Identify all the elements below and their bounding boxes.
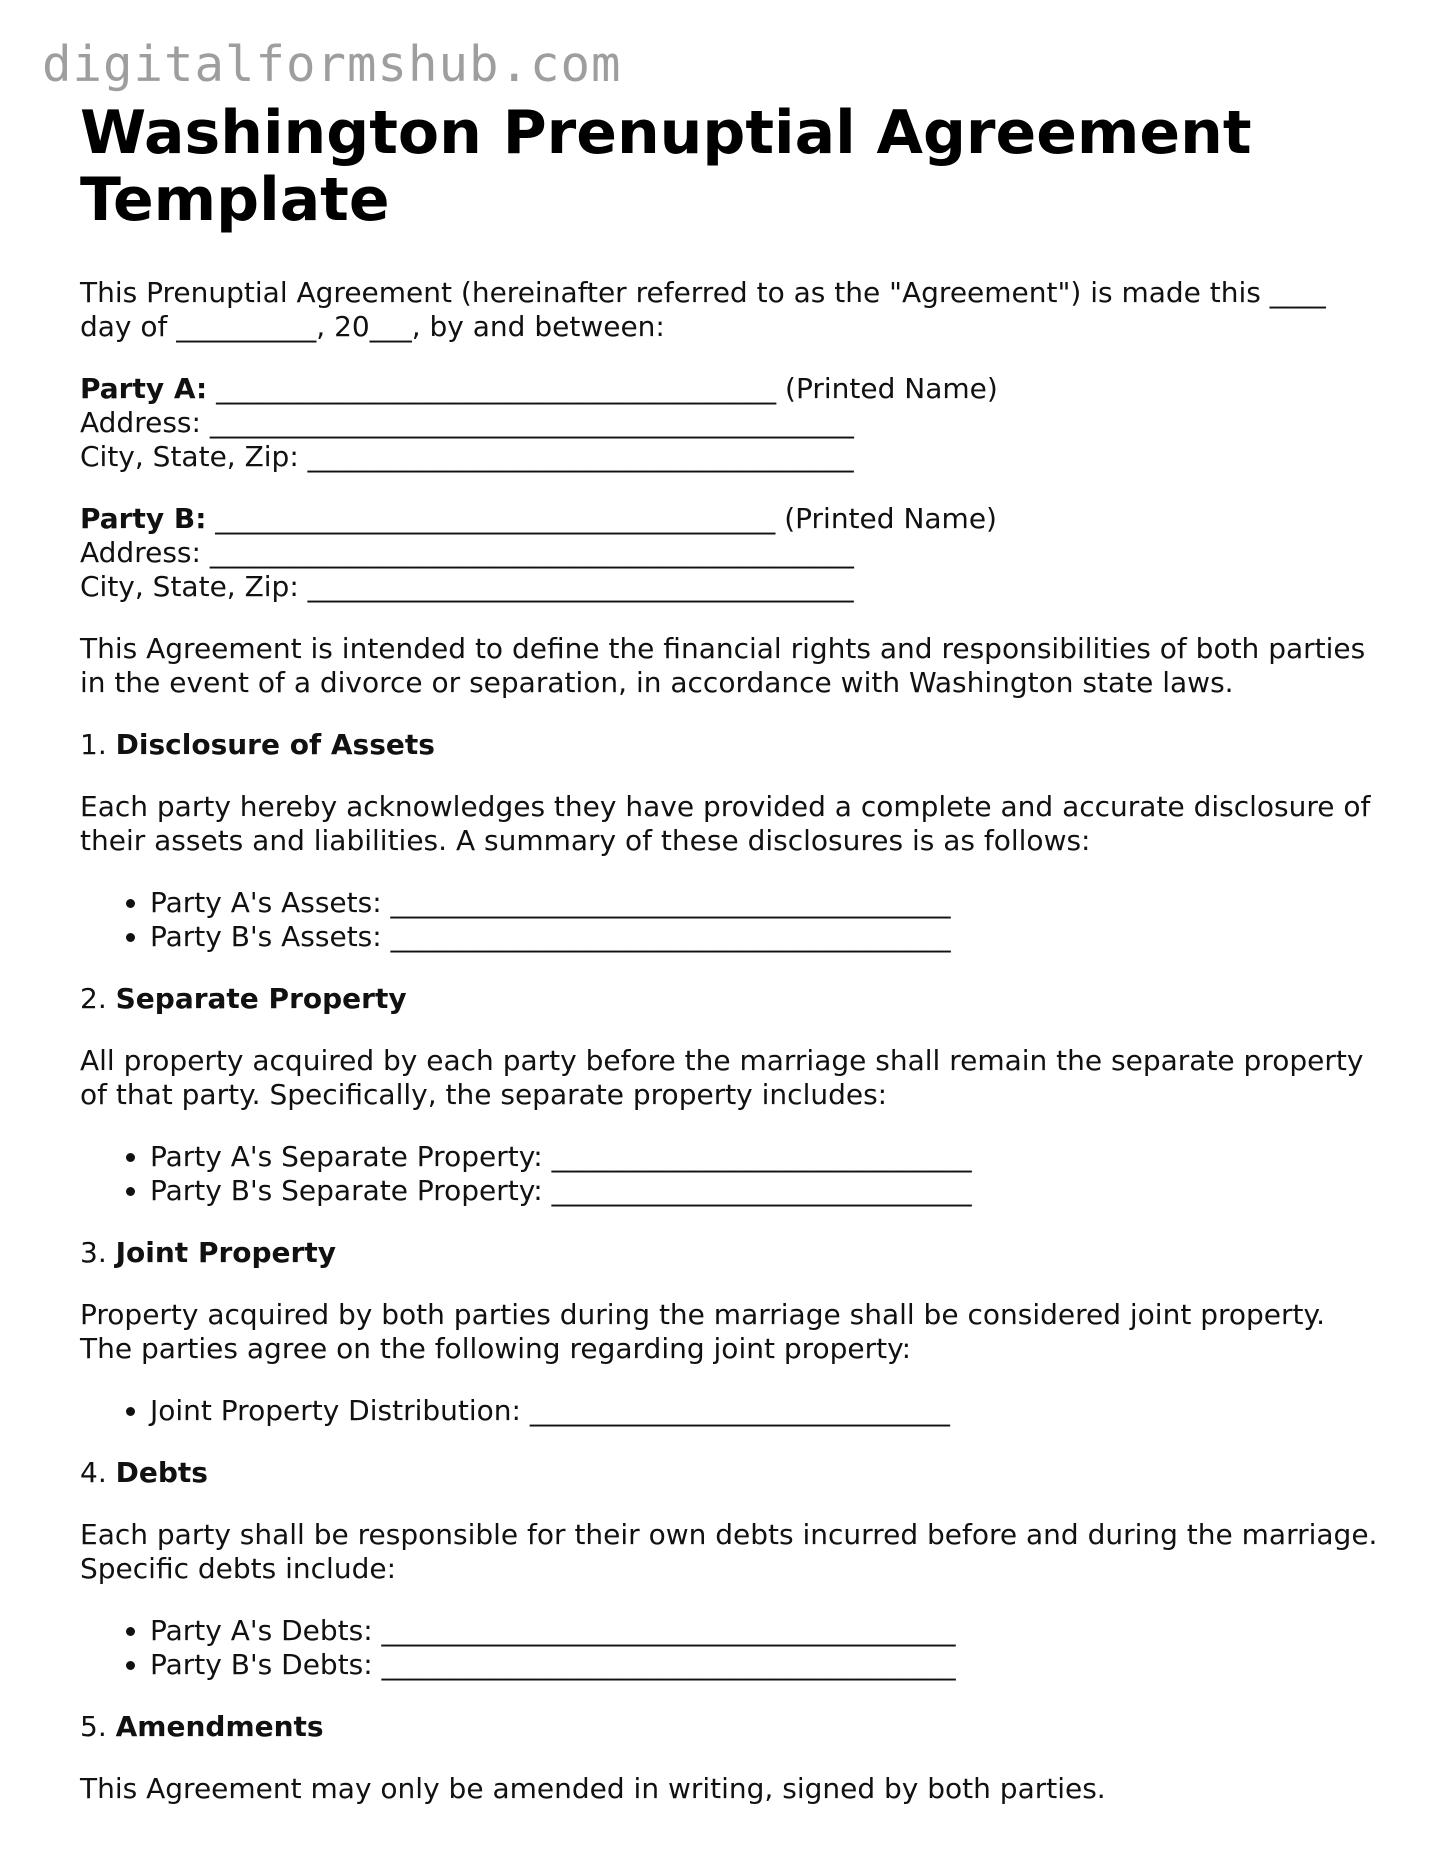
intro-paragraph: This Prenuptial Agreement (hereinafter referred to as the "Agreement") is made this ____ day of __________, 20___, by and between: [80, 276, 1326, 343]
party-b-city-line: City, State, Zip: _______________________________________ [80, 570, 854, 603]
section-list [80, 1394, 1380, 1428]
party-a-name-field: ________________________________________ (Printed Name) [207, 372, 998, 405]
section-title: Amendments [115, 1710, 324, 1743]
section-disclosure-of-assets [80, 728, 1380, 954]
section-heading [80, 728, 1380, 762]
party-a-block [80, 372, 1380, 474]
section-text: All property acquired by each party before the marriage shall remain the separate property of that party. Specifically, the separate property includes: [80, 1044, 1364, 1111]
section-title: Disclosure of Assets [115, 728, 435, 761]
list-item: • Party A's Debts: _________________________________________ [150, 1614, 1380, 1648]
section-number: 1. [80, 728, 107, 761]
section-amendments [80, 1710, 1380, 1806]
section-list [80, 1614, 1380, 1682]
party-b-name-field: ________________________________________ (Printed Name) [206, 502, 997, 535]
party-a-label: Party A: [80, 372, 208, 405]
party-b-name-line [80, 502, 1380, 536]
section-text: This Agreement may only be amended in writing, signed by both parties. [80, 1772, 1106, 1805]
section-title: Joint Property [115, 1236, 336, 1269]
list-item: • Party A's Separate Property: ______________________________ [150, 1140, 1380, 1174]
section-title: Debts [115, 1456, 208, 1489]
purpose-paragraph: This Agreement is intended to define the financial rights and responsibilities of both parties in the event of a divorce or separation, in accordance with Washington state laws. [80, 632, 1366, 699]
document-page [80, 100, 1380, 1806]
party-a-name-line [80, 372, 1380, 406]
section-heading [80, 1236, 1380, 1270]
section-text: Each party hereby acknowledges they have provided a complete and accurate disclosure of their assets and liabilities. A summary of these disclosures is as follows: [80, 790, 1371, 857]
watermark: digitalformshub.com [42, 36, 622, 93]
list-item: • Party B's Separate Property: ______________________________ [150, 1174, 1380, 1208]
section-heading [80, 982, 1380, 1016]
party-b-block [80, 502, 1380, 604]
section-debts [80, 1456, 1380, 1682]
section-number: 4. [80, 1456, 107, 1489]
list-item: • Party B's Assets: ________________________________________ [150, 920, 1380, 954]
section-number: 5. [80, 1710, 107, 1743]
section-number: 2. [80, 982, 107, 1015]
section-list [80, 886, 1380, 954]
section-joint-property [80, 1236, 1380, 1428]
section-list [80, 1140, 1380, 1208]
section-text: Each party shall be responsible for their own debts incurred before and during the marriage. Specific debts include: [80, 1518, 1378, 1585]
party-b-label: Party B: [80, 502, 207, 535]
party-a-address-line: Address: ______________________________________________ [80, 406, 854, 439]
section-text: Property acquired by both parties during the marriage shall be considered joint property. The parties agree on the following regarding joint property: [80, 1298, 1325, 1365]
list-item: • Party A's Assets: ________________________________________ [150, 886, 1380, 920]
list-item: • Joint Property Distribution: ______________________________ [150, 1394, 1380, 1428]
page-title: Washington Prenuptial Agreement Template [80, 98, 1252, 235]
party-b-address-line: Address: ______________________________________________ [80, 536, 854, 569]
section-heading [80, 1710, 1380, 1744]
section-heading [80, 1456, 1380, 1490]
section-separate-property [80, 982, 1380, 1208]
party-a-city-line: City, State, Zip: _______________________________________ [80, 440, 854, 473]
section-title: Separate Property [115, 982, 407, 1015]
section-number: 3. [80, 1236, 107, 1269]
list-item: • Party B's Debts: _________________________________________ [150, 1648, 1380, 1682]
